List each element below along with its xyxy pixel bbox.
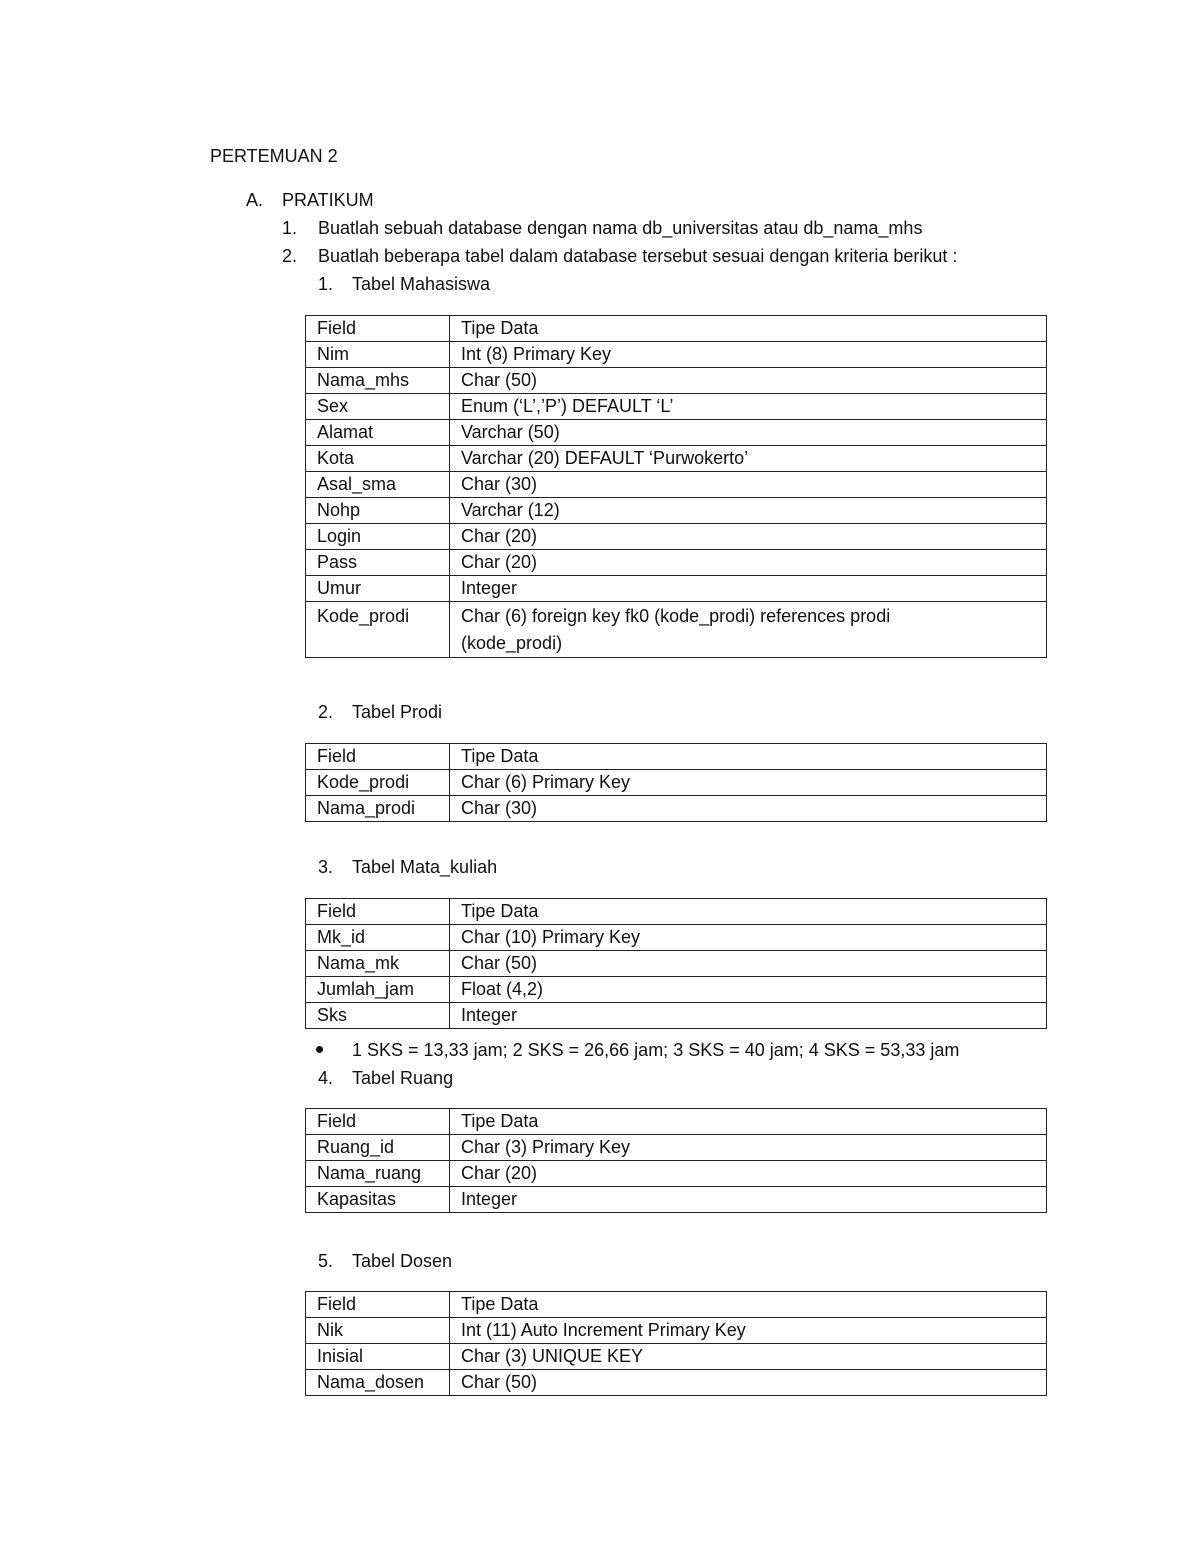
field-cell: Nim [306, 342, 450, 368]
field-cell: Mk_id [306, 925, 450, 951]
table-title: Tabel Mahasiswa [352, 274, 491, 294]
type-cell: Char (10) Primary Key [450, 925, 1047, 951]
type-cell: Char (50) [450, 951, 1047, 977]
table-marker: 3. [318, 857, 334, 877]
type-cell: Varchar (50) [450, 420, 1047, 446]
header-cell: Tipe Data [450, 1292, 1047, 1318]
field-cell: Sks [306, 1003, 450, 1029]
header-cell: Field [306, 1109, 450, 1135]
bullet-icon [316, 1046, 323, 1053]
table-row [306, 977, 1047, 1003]
field-cell: Sex [306, 394, 450, 420]
table-row [306, 1003, 1047, 1029]
type-cell: Char (30) [450, 796, 1047, 822]
table-row [306, 951, 1047, 977]
field-cell: Ruang_id [306, 1135, 450, 1161]
table-row [306, 342, 1047, 368]
table-row [306, 524, 1047, 550]
header-cell: Field [306, 316, 450, 342]
field-cell: Login [306, 524, 450, 550]
field-cell: Kapasitas [306, 1187, 450, 1213]
table-header-row [306, 1292, 1047, 1318]
type-cell: Char (20) [450, 524, 1047, 550]
field-cell: Inisial [306, 1344, 450, 1370]
table-title: Tabel Ruang [352, 1068, 454, 1088]
type-cell: Char (20) [450, 1161, 1047, 1187]
page-heading: PERTEMUAN 2 [210, 146, 338, 166]
field-cell: Kode_prodi [306, 602, 450, 658]
table-row [306, 1318, 1047, 1344]
type-cell: Float (4,2) [450, 977, 1047, 1003]
field-cell: Nama_mhs [306, 368, 450, 394]
table-title: Tabel Dosen [352, 1251, 453, 1271]
type-cell: Int (8) Primary Key [450, 342, 1047, 368]
table-marker: 4. [318, 1068, 334, 1088]
field-cell: Alamat [306, 420, 450, 446]
table-row [306, 446, 1047, 472]
section-marker: A. [246, 190, 264, 210]
field-cell: Umur [306, 576, 450, 602]
type-cell: Char (6) Primary Key [450, 770, 1047, 796]
table-row [306, 796, 1047, 822]
step-text: Buatlah beberapa tabel dalam database tersebut sesuai dengan kriteria berikut : [318, 246, 958, 266]
field-cell: Kode_prodi [306, 770, 450, 796]
field-cell: Nama_mk [306, 951, 450, 977]
header-cell: Tipe Data [450, 744, 1047, 770]
table-header-row [306, 744, 1047, 770]
field-cell: Nohp [306, 498, 450, 524]
field-cell: Nik [306, 1318, 450, 1344]
type-cell: Char (3) UNIQUE KEY [450, 1344, 1047, 1370]
type-cell: Char (3) Primary Key [450, 1135, 1047, 1161]
type-cell: Integer [450, 576, 1047, 602]
table-header-row [306, 899, 1047, 925]
table-mata-kuliah [305, 898, 1047, 1029]
table-row [306, 576, 1047, 602]
table-header-row [306, 316, 1047, 342]
type-cell: Char (30) [450, 472, 1047, 498]
field-cell: Nama_ruang [306, 1161, 450, 1187]
table-row [306, 498, 1047, 524]
type-cell: Int (11) Auto Increment Primary Key [450, 1318, 1047, 1344]
table-row [306, 1135, 1047, 1161]
table-dosen [305, 1291, 1047, 1396]
table-row [306, 1344, 1047, 1370]
table-marker: 5. [318, 1251, 334, 1271]
type-cell: Varchar (20) DEFAULT ‘Purwokerto’ [450, 446, 1047, 472]
table-marker: 1. [318, 274, 334, 294]
section-title: PRATIKUM [282, 190, 374, 210]
table-title: Tabel Prodi [352, 702, 443, 722]
table-prodi [305, 743, 1047, 822]
table-ruang [305, 1108, 1047, 1213]
field-cell: Pass [306, 550, 450, 576]
type-cell: Char (6) foreign key fk0 (kode_prodi) references prodi (kode_prodi) [450, 602, 1047, 658]
table-row [306, 1187, 1047, 1213]
table-row [306, 394, 1047, 420]
table-marker: 2. [318, 702, 334, 722]
field-cell: Asal_sma [306, 472, 450, 498]
type-cell: Char (50) [450, 1370, 1047, 1396]
table-mahasiswa [305, 315, 1047, 658]
table-row [306, 770, 1047, 796]
type-cell: Integer [450, 1003, 1047, 1029]
type-cell: Enum (‘L’,’P’) DEFAULT ‘L’ [450, 394, 1047, 420]
field-cell: Kota [306, 446, 450, 472]
step-text: Buatlah sebuah database dengan nama db_universitas atau db_nama_mhs [318, 218, 923, 238]
table-row [306, 1161, 1047, 1187]
table-row [306, 602, 1047, 658]
table-row [306, 1370, 1047, 1396]
step-marker: 2. [282, 246, 298, 266]
table-row [306, 368, 1047, 394]
header-cell: Tipe Data [450, 1109, 1047, 1135]
field-cell: Nama_dosen [306, 1370, 450, 1396]
header-cell: Tipe Data [450, 316, 1047, 342]
type-cell: Char (20) [450, 550, 1047, 576]
header-cell: Field [306, 899, 450, 925]
table-header-row [306, 1109, 1047, 1135]
table-title: Tabel Mata_kuliah [352, 857, 498, 877]
type-cell: Char (50) [450, 368, 1047, 394]
table-row [306, 550, 1047, 576]
sks-note: 1 SKS = 13,33 jam; 2 SKS = 26,66 jam; 3 SKS = 40 jam; 4 SKS = 53,33 jam [352, 1040, 960, 1060]
header-cell: Field [306, 744, 450, 770]
type-cell: Varchar (12) [450, 498, 1047, 524]
field-cell: Jumlah_jam [306, 977, 450, 1003]
table-row [306, 420, 1047, 446]
header-cell: Field [306, 1292, 450, 1318]
table-row [306, 925, 1047, 951]
header-cell: Tipe Data [450, 899, 1047, 925]
table-row [306, 472, 1047, 498]
type-cell: Integer [450, 1187, 1047, 1213]
step-marker: 1. [282, 218, 298, 238]
field-cell: Nama_prodi [306, 796, 450, 822]
